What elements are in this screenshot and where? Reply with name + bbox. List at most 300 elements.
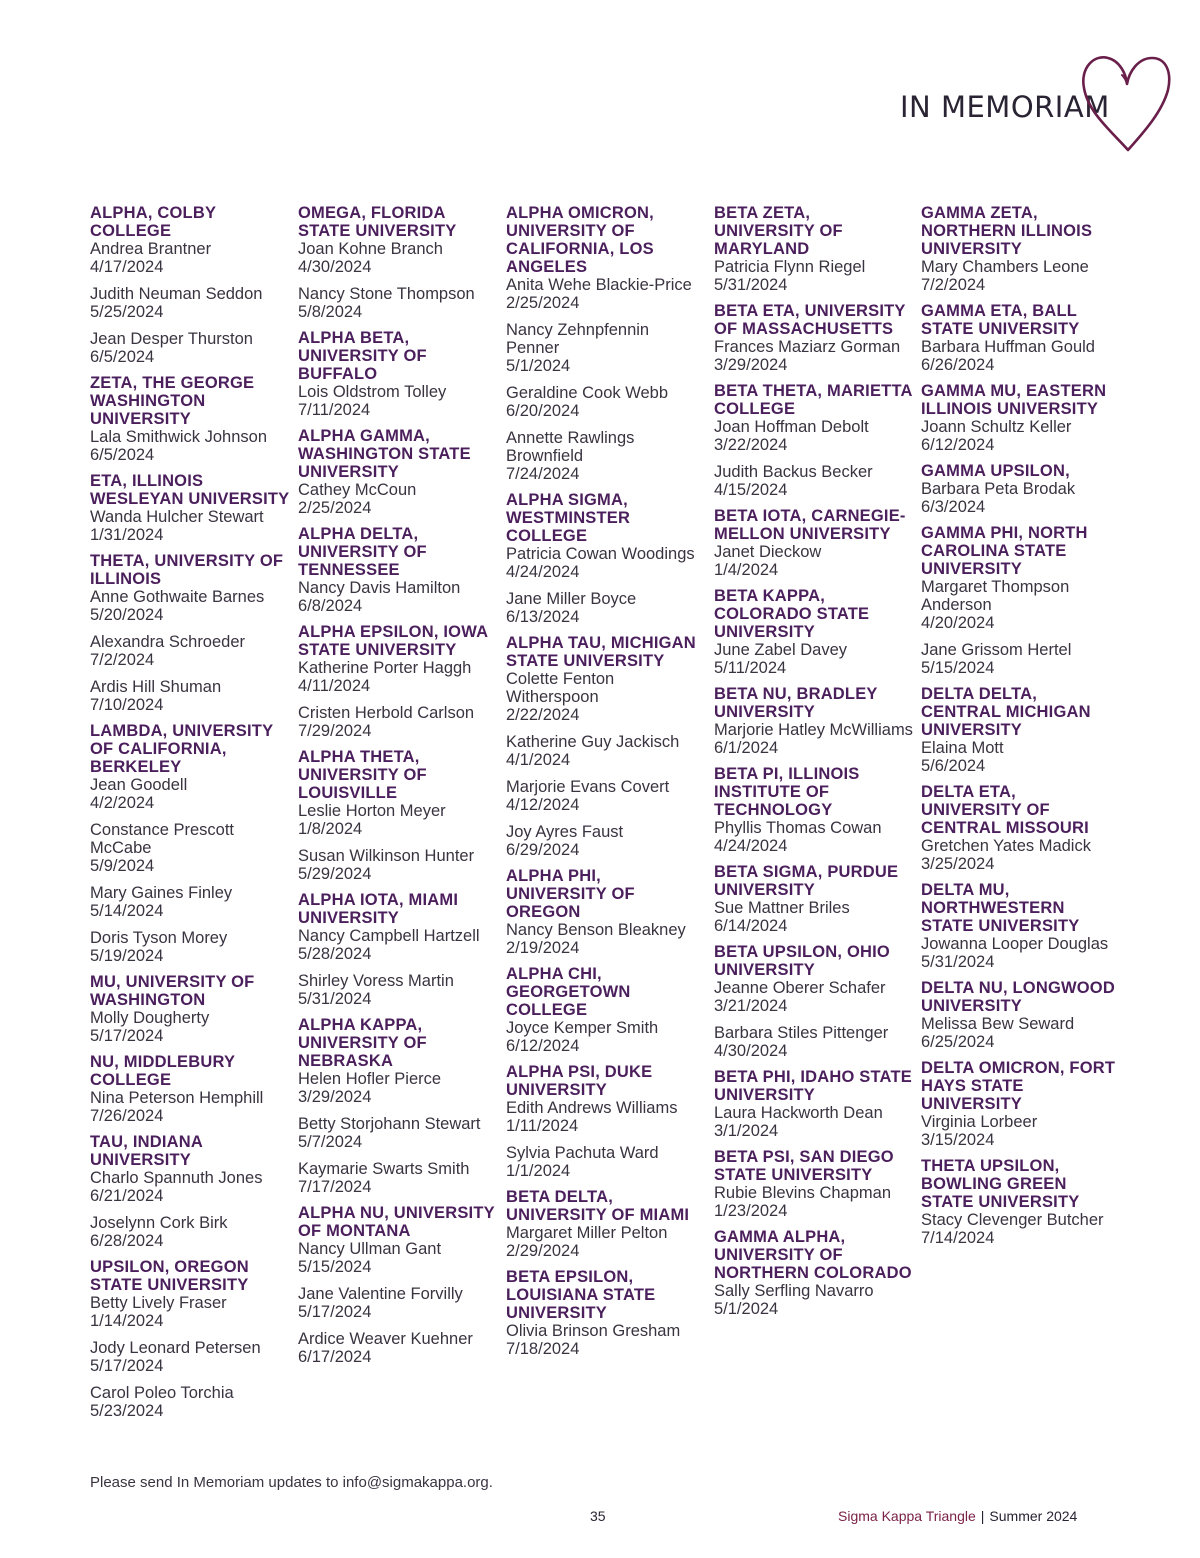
member-entry <box>714 463 914 499</box>
chapter-heading: GAMMA ZETA, NORTHERN ILLINOIS UNIVERSITY <box>921 204 1093 258</box>
member-date: 7/26/2024 <box>90 1107 164 1125</box>
page-number: 35 <box>590 1508 606 1524</box>
member-entry <box>90 1009 290 1045</box>
member-name: Elaina Mott <box>921 739 1004 757</box>
member-entry <box>298 1160 498 1196</box>
member-entry <box>90 1384 290 1420</box>
chapter-heading: BETA PHI, IDAHO STATE UNIVERSITY <box>714 1068 912 1104</box>
member-name: Anne Gothwaite Barnes <box>90 588 265 606</box>
member-date: 3/22/2024 <box>714 436 788 454</box>
member-entry <box>298 972 498 1008</box>
member-date: 6/13/2024 <box>506 608 580 626</box>
chapter-heading: ALPHA THETA, UNIVERSITY OF LOUISVILLE <box>298 748 427 802</box>
member-entry <box>90 678 290 714</box>
chapter-heading: ETA, ILLINOIS WESLEYAN UNIVERSITY <box>90 472 290 508</box>
member-name: Katherine Guy Jackisch <box>506 733 680 751</box>
member-name: Frances Maziarz Gorman <box>714 338 901 356</box>
member-entry <box>90 884 290 920</box>
member-entry <box>90 330 290 366</box>
chapter-heading: ALPHA PSI, DUKE UNIVERSITY <box>506 1063 653 1099</box>
chapter-heading: BETA ZETA, UNIVERSITY OF MARYLAND <box>714 204 843 258</box>
member-date: 7/29/2024 <box>298 722 372 740</box>
member-date: 7/24/2024 <box>506 465 580 483</box>
member-entry <box>90 821 290 875</box>
chapter-group <box>921 1059 1121 1149</box>
member-date: 5/15/2024 <box>298 1258 372 1276</box>
member-entry <box>714 258 914 294</box>
chapter-heading: ALPHA BETA, UNIVERSITY OF BUFFALO <box>298 329 427 383</box>
member-date: 6/12/2024 <box>921 436 995 454</box>
member-entry <box>714 899 914 935</box>
member-name: Stacy Clevenger Butcher <box>921 1211 1104 1229</box>
chapter-group <box>921 1157 1121 1247</box>
chapter-group <box>90 374 290 464</box>
member-entry <box>298 1285 498 1321</box>
member-entry <box>921 837 1121 873</box>
member-date: 3/25/2024 <box>921 855 995 873</box>
chapter-group <box>506 867 706 957</box>
member-entry <box>506 1322 706 1358</box>
member-date: 7/11/2024 <box>298 401 371 419</box>
chapter-group <box>714 863 914 935</box>
member-date: 5/17/2024 <box>90 1027 164 1045</box>
chapter-group <box>921 685 1121 775</box>
member-name: Virginia Lorbeer <box>921 1113 1038 1131</box>
member-entry <box>714 543 914 579</box>
member-entry <box>90 633 290 669</box>
member-name: Ardis Hill Shuman <box>90 678 222 696</box>
member-name: Susan Wilkinson Hunter <box>298 847 475 865</box>
chapter-group <box>921 462 1121 516</box>
member-name: Jean Goodell <box>90 776 188 794</box>
chapter-group <box>921 524 1121 677</box>
member-entry <box>90 428 290 464</box>
member-entry <box>506 276 706 312</box>
member-date: 6/5/2024 <box>90 348 155 366</box>
member-date: 1/23/2024 <box>714 1202 788 1220</box>
member-entry <box>90 285 290 321</box>
chapter-group <box>921 382 1121 454</box>
member-entry <box>921 480 1121 516</box>
member-date: 5/17/2024 <box>90 1357 164 1375</box>
member-name: Betty Lively Fraser <box>90 1294 227 1312</box>
member-name: Nancy Davis Hamilton <box>298 579 461 597</box>
member-name: Joan Hoffman Debolt <box>714 418 869 436</box>
member-entry <box>506 429 706 483</box>
member-date: 3/15/2024 <box>921 1131 995 1149</box>
chapter-group <box>714 587 914 677</box>
chapter-group <box>921 881 1121 971</box>
member-date: 5/31/2024 <box>714 276 788 294</box>
member-name: Joy Ayres Faust <box>506 823 624 841</box>
chapter-group <box>714 1068 914 1140</box>
page-title: IN MEMORIAM <box>900 90 1110 124</box>
chapter-group <box>714 685 914 757</box>
chapter-group <box>506 204 706 483</box>
chapter-heading: BETA KAPPA, COLORADO STATE UNIVERSITY <box>714 587 870 641</box>
memorial-column-2 <box>298 204 498 1374</box>
member-name: Gretchen Yates Madick <box>921 837 1091 855</box>
chapter-heading: ALPHA TAU, MICHIGAN STATE UNIVERSITY <box>506 634 696 670</box>
chapter-heading: ALPHA DELTA, UNIVERSITY OF TENNESSEE <box>298 525 427 579</box>
footer-note: Please send In Memoriam updates to info@sigmakappa.org. <box>90 1474 493 1491</box>
member-entry <box>506 321 706 375</box>
member-entry <box>90 1294 290 1330</box>
heart-outline-icon <box>1080 50 1175 155</box>
chapter-heading: UPSILON, OREGON STATE UNIVERSITY <box>90 1258 249 1294</box>
member-name: Cathey McCoun <box>298 481 417 499</box>
member-name: Barbara Peta Brodak <box>921 480 1076 498</box>
member-entry <box>298 579 498 615</box>
member-name: Nancy Campbell Hartzell <box>298 927 480 945</box>
member-date: 4/1/2024 <box>506 751 571 769</box>
member-name: Laura Hackworth Dean <box>714 1104 883 1122</box>
member-name: Katherine Porter Haggh <box>298 659 472 677</box>
chapter-group <box>298 329 498 419</box>
member-date: 4/11/2024 <box>298 677 371 695</box>
member-date: 7/10/2024 <box>90 696 164 714</box>
member-name: Nancy Ullman Gant <box>298 1240 442 1258</box>
chapter-group <box>714 1228 914 1318</box>
member-name: Anita Wehe Blackie-Price <box>506 276 692 294</box>
member-name: Charlo Spannuth Jones <box>90 1169 263 1187</box>
member-name: Joyce Kemper Smith <box>506 1019 659 1037</box>
member-entry <box>714 721 914 757</box>
chapter-group <box>90 552 290 714</box>
member-entry <box>506 733 706 769</box>
member-name: Jeanne Oberer Schafer <box>714 979 886 997</box>
chapter-group <box>714 943 914 1060</box>
member-date: 6/17/2024 <box>298 1348 372 1366</box>
chapter-group <box>921 204 1121 294</box>
member-entry <box>714 819 914 855</box>
chapter-group <box>921 979 1121 1051</box>
member-entry <box>298 1070 498 1106</box>
member-name: Leslie Horton Meyer <box>298 802 446 820</box>
member-entry <box>506 545 706 581</box>
member-name: Doris Tyson Morey <box>90 929 228 947</box>
member-name: Jowanna Looper Douglas <box>921 935 1109 953</box>
member-date: 4/2/2024 <box>90 794 155 812</box>
chapter-heading: GAMMA ALPHA, UNIVERSITY OF NORTHERN COLORADO <box>714 1228 912 1282</box>
chapter-group <box>506 1188 706 1260</box>
chapter-heading: GAMMA UPSILON, <box>921 462 1070 480</box>
member-name: Andrea Brantner <box>90 240 212 258</box>
member-date: 5/11/2024 <box>714 659 787 677</box>
member-entry <box>90 508 290 544</box>
chapter-heading: BETA THETA, MARIETTA COLLEGE <box>714 382 913 418</box>
member-entry <box>506 384 706 420</box>
chapter-group <box>298 748 498 883</box>
member-entry <box>90 1089 290 1125</box>
member-entry <box>714 418 914 454</box>
member-entry <box>714 979 914 1015</box>
member-date: 4/17/2024 <box>90 258 164 276</box>
chapter-heading: BETA PI, ILLINOIS INSTITUTE OF TECHNOLOGY <box>714 765 860 819</box>
member-date: 5/25/2024 <box>90 303 164 321</box>
member-name: Lala Smithwick Johnson <box>90 428 268 446</box>
member-date: 1/1/2024 <box>506 1162 571 1180</box>
member-name: Jean Desper Thurston <box>90 330 253 348</box>
member-name: Nancy Stone Thompson <box>298 285 475 303</box>
member-date: 1/11/2024 <box>506 1117 579 1135</box>
member-entry <box>714 1282 914 1318</box>
member-date: 1/31/2024 <box>90 526 164 544</box>
member-date: 7/14/2024 <box>921 1229 995 1247</box>
member-entry <box>90 1339 290 1375</box>
member-entry <box>714 1104 914 1140</box>
member-date: 6/28/2024 <box>90 1232 164 1250</box>
member-name: Sylvia Pachuta Ward <box>506 1144 659 1162</box>
member-entry <box>90 1169 290 1205</box>
member-name: Sue Mattner Briles <box>714 899 850 917</box>
member-date: 1/14/2024 <box>90 1312 164 1330</box>
member-date: 4/12/2024 <box>506 796 580 814</box>
chapter-heading: ALPHA EPSILON, IOWA STATE UNIVERSITY <box>298 623 488 659</box>
chapter-heading: ALPHA NU, UNIVERSITY OF MONTANA <box>298 1204 495 1240</box>
member-entry <box>921 418 1121 454</box>
chapter-group <box>921 302 1121 374</box>
chapter-group <box>921 783 1121 873</box>
member-name: Phyllis Thomas Cowan <box>714 819 882 837</box>
memorial-column-5 <box>921 204 1121 1255</box>
chapter-group <box>506 1063 706 1180</box>
member-date: 4/30/2024 <box>298 258 372 276</box>
member-date: 6/21/2024 <box>90 1187 164 1205</box>
chapter-group <box>714 204 914 294</box>
chapter-heading: BETA SIGMA, PURDUE UNIVERSITY <box>714 863 899 899</box>
chapter-heading: TAU, INDIANA UNIVERSITY <box>90 1133 203 1169</box>
chapter-heading: GAMMA ETA, BALL STATE UNIVERSITY <box>921 302 1080 338</box>
member-entry <box>298 802 498 838</box>
member-date: 5/8/2024 <box>298 303 363 321</box>
member-name: Margaret Miller Pelton <box>506 1224 668 1242</box>
chapter-heading: THETA, UNIVERSITY OF ILLINOIS <box>90 552 284 588</box>
chapter-heading: ALPHA CHI, GEORGETOWN COLLEGE <box>506 965 631 1019</box>
chapter-heading: OMEGA, FLORIDA STATE UNIVERSITY <box>298 204 457 240</box>
chapter-heading: DELTA NU, LONGWOOD UNIVERSITY <box>921 979 1115 1015</box>
member-date: 5/23/2024 <box>90 1402 164 1420</box>
member-date: 4/24/2024 <box>506 563 580 581</box>
member-date: 7/18/2024 <box>506 1340 580 1358</box>
member-entry <box>714 1184 914 1220</box>
member-date: 5/20/2024 <box>90 606 164 624</box>
member-entry <box>921 1113 1121 1149</box>
member-entry <box>506 1019 706 1055</box>
member-date: 2/22/2024 <box>506 706 580 724</box>
memorial-columns <box>90 204 1120 1454</box>
member-entry <box>298 481 498 517</box>
chapter-group <box>714 382 914 499</box>
member-entry <box>298 659 498 695</box>
member-date: 6/8/2024 <box>298 597 363 615</box>
member-entry <box>714 338 914 374</box>
member-name: Judith Neuman Seddon <box>90 285 263 303</box>
chapter-group <box>506 634 706 859</box>
member-date: 6/20/2024 <box>506 402 580 420</box>
member-entry <box>298 847 498 883</box>
member-date: 3/1/2024 <box>714 1122 779 1140</box>
member-date: 6/3/2024 <box>921 498 986 516</box>
member-name: Mary Gaines Finley <box>90 884 233 902</box>
member-name: Judith Backus Becker <box>714 463 873 481</box>
member-entry <box>921 935 1121 971</box>
member-date: 4/20/2024 <box>921 614 995 632</box>
member-entry <box>714 1024 914 1060</box>
member-name: Edith Andrews Williams <box>506 1099 678 1117</box>
chapter-group <box>90 204 290 366</box>
chapter-heading: BETA DELTA, UNIVERSITY OF MIAMI <box>506 1188 690 1224</box>
member-name: Carol Poleo Torchia <box>90 1384 234 1402</box>
chapter-heading: BETA UPSILON, OHIO UNIVERSITY <box>714 943 890 979</box>
chapter-heading: GAMMA PHI, NORTH CAROLINA STATE UNIVERSITY <box>921 524 1088 578</box>
member-name: Geraldine Cook Webb <box>506 384 669 402</box>
member-entry <box>90 776 290 812</box>
chapter-heading: DELTA DELTA, CENTRAL MICHIGAN UNIVERSITY <box>921 685 1091 739</box>
chapter-heading: NU, MIDDLEBURY COLLEGE <box>90 1053 235 1089</box>
member-name: Melissa Bew Seward <box>921 1015 1075 1033</box>
member-name: Molly Dougherty <box>90 1009 210 1027</box>
member-date: 5/28/2024 <box>298 945 372 963</box>
member-date: 6/26/2024 <box>921 356 995 374</box>
footer-separator: | <box>980 1508 985 1524</box>
magazine-name: Sigma Kappa Triangle <box>838 1508 976 1524</box>
member-date: 5/31/2024 <box>921 953 995 971</box>
member-date: 5/14/2024 <box>90 902 164 920</box>
publication-info <box>838 1508 1077 1524</box>
chapter-heading: ALPHA KAPPA, UNIVERSITY OF NEBRASKA <box>298 1016 427 1070</box>
member-entry <box>298 240 498 276</box>
member-name: Betty Storjohann Stewart <box>298 1115 481 1133</box>
chapter-heading: ALPHA PHI, UNIVERSITY OF OREGON <box>506 867 635 921</box>
member-name: Nancy Benson Bleakney <box>506 921 686 939</box>
chapter-group <box>506 965 706 1055</box>
member-date: 5/17/2024 <box>298 1303 372 1321</box>
member-name: Jane Valentine Forvilly <box>298 1285 463 1303</box>
member-date: 6/5/2024 <box>90 446 155 464</box>
chapter-group <box>298 891 498 1008</box>
member-date: 2/25/2024 <box>506 294 580 312</box>
member-date: 3/21/2024 <box>714 997 788 1015</box>
chapter-group <box>298 1016 498 1196</box>
member-date: 7/17/2024 <box>298 1178 372 1196</box>
member-name: Lois Oldstrom Tolley <box>298 383 447 401</box>
member-date: 3/29/2024 <box>298 1088 372 1106</box>
chapter-group <box>298 525 498 615</box>
chapter-group <box>298 427 498 517</box>
member-entry <box>298 285 498 321</box>
member-entry <box>506 670 706 724</box>
member-entry <box>90 588 290 624</box>
chapter-heading: ALPHA OMICRON, UNIVERSITY OF CALIFORNIA, LOS ANGELES <box>506 204 654 276</box>
member-entry <box>298 1330 498 1366</box>
member-entry <box>506 921 706 957</box>
member-name: Marjorie Evans Covert <box>506 778 670 796</box>
chapter-heading: BETA ETA, UNIVERSITY OF MASSACHUSETTS <box>714 302 906 338</box>
chapter-heading: THETA UPSILON, BOWLING GREEN STATE UNIVERSITY <box>921 1157 1080 1211</box>
member-date: 6/1/2024 <box>714 739 779 757</box>
member-date: 1/8/2024 <box>298 820 363 838</box>
chapter-group <box>90 1053 290 1125</box>
member-date: 1/4/2024 <box>714 561 779 579</box>
member-entry <box>506 590 706 626</box>
chapter-group <box>714 765 914 855</box>
member-name: Wanda Hulcher Stewart <box>90 508 264 526</box>
member-entry <box>298 1115 498 1151</box>
chapter-group <box>714 302 914 374</box>
member-entry <box>90 240 290 276</box>
member-entry <box>298 383 498 419</box>
chapter-group <box>90 472 290 544</box>
member-entry <box>921 258 1121 294</box>
chapter-heading: BETA PSI, SAN DIEGO STATE UNIVERSITY <box>714 1148 894 1184</box>
member-date: 5/6/2024 <box>921 757 986 775</box>
chapter-group <box>298 1204 498 1366</box>
member-name: Joselynn Cork Birk <box>90 1214 228 1232</box>
member-name: Patricia Flynn Riegel <box>714 258 866 276</box>
chapter-heading: DELTA OMICRON, FORT HAYS STATE UNIVERSITY <box>921 1059 1116 1113</box>
member-name: Constance Prescott McCabe <box>90 821 234 857</box>
chapter-heading: ZETA, THE GEORGE WASHINGTON UNIVERSITY <box>90 374 255 428</box>
member-entry <box>298 1240 498 1276</box>
member-date: 6/14/2024 <box>714 917 788 935</box>
member-date: 4/24/2024 <box>714 837 788 855</box>
member-date: 5/15/2024 <box>921 659 995 677</box>
member-entry <box>506 1099 706 1135</box>
chapter-heading: BETA IOTA, CARNEGIE-MELLON UNIVERSITY <box>714 507 906 543</box>
member-entry <box>921 578 1121 632</box>
chapter-heading: ALPHA, COLBY COLLEGE <box>90 204 216 240</box>
member-name: Jane Grissom Hertel <box>921 641 1072 659</box>
member-entry <box>921 1015 1121 1051</box>
chapter-group <box>298 204 498 321</box>
chapter-heading: BETA EPSILON, LOUISIANA STATE UNIVERSITY <box>506 1268 656 1322</box>
member-date: 5/29/2024 <box>298 865 372 883</box>
member-name: Nancy Zehnpfennin Penner <box>506 321 650 357</box>
chapter-heading: MU, UNIVERSITY OF WASHINGTON <box>90 973 255 1009</box>
chapter-heading: DELTA MU, NORTHWESTERN STATE UNIVERSITY <box>921 881 1080 935</box>
chapter-group <box>298 623 498 740</box>
member-name: Cristen Herbold Carlson <box>298 704 475 722</box>
member-date: 6/29/2024 <box>506 841 580 859</box>
chapter-heading: ALPHA SIGMA, WESTMINSTER COLLEGE <box>506 491 631 545</box>
chapter-group <box>506 1268 706 1358</box>
memorial-column-1 <box>90 204 290 1428</box>
chapter-heading: DELTA ETA, UNIVERSITY OF CENTRAL MISSOURI <box>921 783 1089 837</box>
chapter-heading: ALPHA GAMMA, WASHINGTON STATE UNIVERSITY <box>298 427 471 481</box>
member-date: 2/25/2024 <box>298 499 372 517</box>
chapter-group <box>714 1148 914 1220</box>
member-date: 2/29/2024 <box>506 1242 580 1260</box>
member-entry <box>714 641 914 677</box>
member-date: 4/30/2024 <box>714 1042 788 1060</box>
member-name: Mary Chambers Leone <box>921 258 1089 276</box>
member-entry <box>506 778 706 814</box>
member-name: Annette Rawlings Brownfield <box>506 429 635 465</box>
member-name: Helen Hofler Pierce <box>298 1070 442 1088</box>
member-name: Jody Leonard Petersen <box>90 1339 261 1357</box>
member-name: Rubie Blevins Chapman <box>714 1184 892 1202</box>
member-name: Sally Serfling Navarro <box>714 1282 874 1300</box>
chapter-heading: BETA NU, BRADLEY UNIVERSITY <box>714 685 878 721</box>
chapter-group <box>90 722 290 965</box>
member-entry <box>298 927 498 963</box>
member-date: 5/9/2024 <box>90 857 155 875</box>
chapter-group <box>90 1258 290 1420</box>
member-name: Shirley Voress Martin <box>298 972 454 990</box>
memorial-column-4 <box>714 204 914 1326</box>
chapter-heading: GAMMA MU, EASTERN ILLINOIS UNIVERSITY <box>921 382 1107 418</box>
